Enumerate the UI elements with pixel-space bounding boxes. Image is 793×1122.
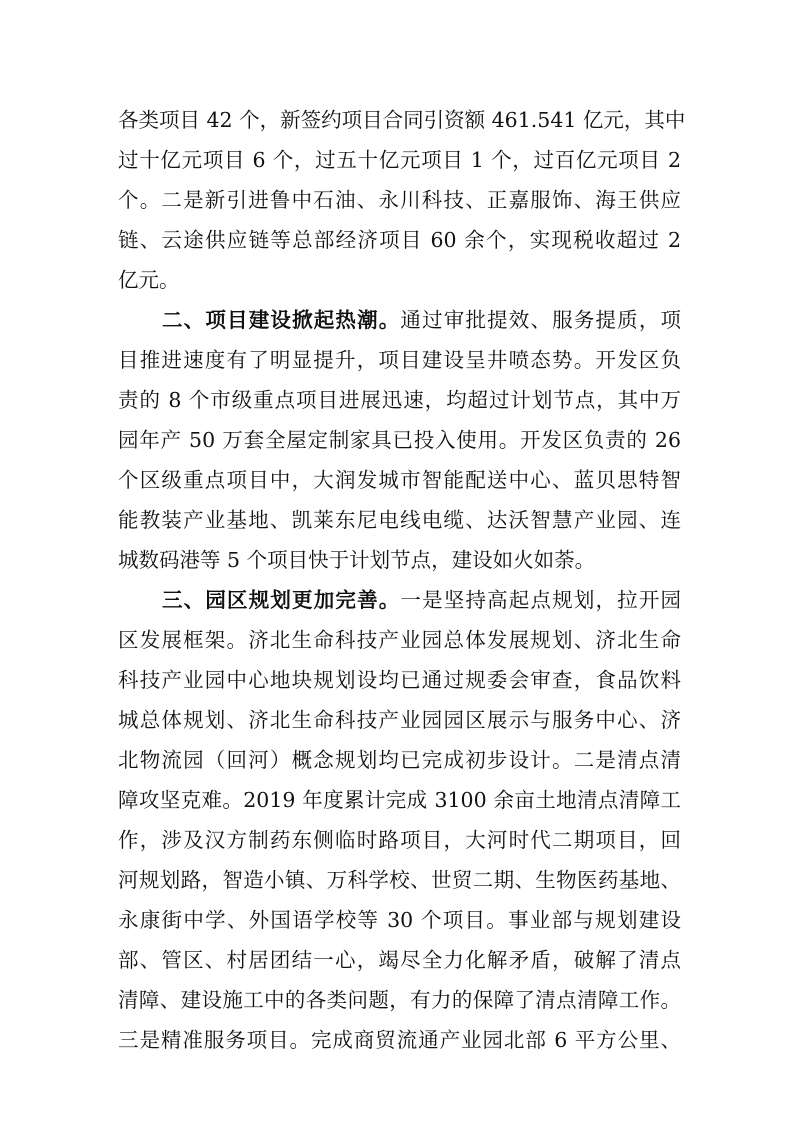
text-line: 障攻坚克难。2019 年度累计完成 3100 余亩土地清点清障工	[118, 788, 681, 812]
text-line: 北物流园（回河）概念规划均已完成初步设计。二是清点清	[118, 748, 681, 772]
text-line: 河规划路，智造小镇、万科学校、世贸二期、生物医药基地、	[118, 868, 681, 892]
text-span: 一是坚持高起点规划，拉开园	[400, 588, 682, 612]
text-line: 城总体规划、济北生命科技产业园园区展示与服务中心、济	[118, 708, 681, 732]
text-line: 各类项目 42 个，新签约项目合同引资额 461.541 亿元，其中	[118, 108, 686, 132]
text-line: 目推进速度有了明显提升，项目建设呈井喷态势。开发区负	[118, 348, 681, 372]
text-line: 个。二是新引进鲁中石油、永川科技、正嘉服饰、海王供应	[118, 188, 681, 212]
text-line: 过十亿元项目 6 个，过五十亿元项目 1 个，过百亿元项目 2	[118, 148, 681, 172]
text-span: 通过审批提效、服务提质，项	[400, 308, 682, 332]
document-page	[118, 100, 686, 1060]
text-line	[118, 580, 681, 620]
text-line: 科技产业园中心地块规划设均已通过规委会审查，食品饮料	[118, 668, 681, 692]
section-heading: 三、园区规划更加完善。	[162, 588, 401, 612]
text-line: 能教装产业基地、凯莱东尼电线电缆、达沃智慧产业园、连	[118, 508, 681, 532]
text-line: 个区级重点项目中，大润发城市智能配送中心、蓝贝思特智	[118, 468, 681, 492]
text-line: 清障、建设施工中的各类问题，有力的保障了清点清障工作。	[118, 988, 681, 1012]
text-line	[118, 300, 681, 340]
section-heading: 二、项目建设掀起热潮。	[162, 308, 401, 332]
paragraph-1	[118, 100, 686, 300]
text-line: 园年产 50 万套全屋定制家具已投入使用。开发区负责的 26	[118, 428, 681, 452]
text-line: 亿元。	[118, 268, 180, 292]
text-line: 链、云途供应链等总部经济项目 60 余个，实现税收超过 2	[118, 228, 681, 252]
paragraph-2	[118, 300, 681, 580]
text-line: 作，涉及汉方制药东侧临时路项目，大河时代二期项目，回	[118, 828, 681, 852]
text-line: 三是精准服务项目。完成商贸流通产业园北部 6 平方公里、	[118, 1028, 681, 1052]
paragraph-3	[118, 580, 681, 1060]
text-line: 永康街中学、外国语学校等 30 个项目。事业部与规划建设	[118, 908, 681, 932]
text-line: 责的 8 个市级重点项目进展迅速，均超过计划节点，其中万	[118, 388, 681, 412]
text-line: 城数码港等 5 个项目快于计划节点，建设如火如荼。	[118, 548, 596, 572]
text-line: 部、管区、村居团结一心，竭尽全力化解矛盾，破解了清点	[118, 948, 681, 972]
text-line: 区发展框架。济北生命科技产业园总体发展规划、济北生命	[118, 628, 681, 652]
